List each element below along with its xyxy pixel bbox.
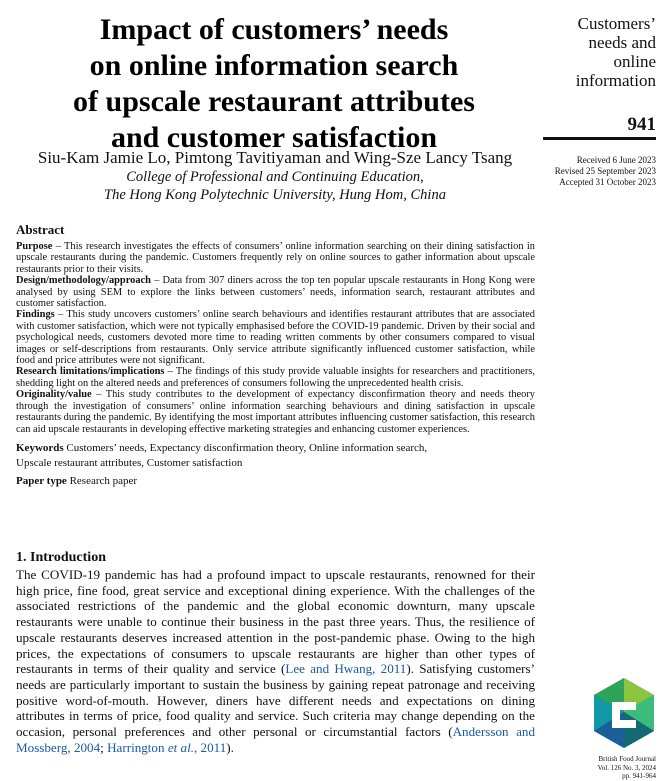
intro-text: ). (226, 739, 234, 755)
abstract-originality (16, 389, 535, 435)
paper-type (16, 474, 535, 489)
running-head-line: information (575, 71, 656, 90)
keywords-label: Keywords (16, 441, 64, 454)
running-head-line: online (613, 52, 656, 71)
running-head-line: Customers’ (577, 14, 656, 33)
title-line: Impact of customers’ needs (99, 13, 449, 46)
paper-type-label: Paper type (16, 474, 67, 487)
introduction-heading: 1. Introduction (16, 550, 106, 565)
title-line: and customer satisfaction (110, 121, 438, 154)
citation-link[interactable] (107, 740, 226, 755)
abstract-design (16, 275, 535, 309)
section-label: Design/methodology/approach (16, 275, 151, 287)
keywords (16, 441, 535, 471)
page-number: 941 (627, 114, 656, 135)
running-head-line: needs and (588, 33, 656, 52)
section-label: Purpose (16, 241, 53, 252)
section-label: Research limitations/implications (16, 366, 165, 378)
journal-footer-pages: pp. 941-964 (622, 772, 656, 780)
publisher-logo-icon (590, 676, 658, 750)
citation-link[interactable]: Lee and Hwang, 2011 (285, 661, 407, 677)
running-head (526, 14, 656, 90)
intro-text: The COVID-19 pandemic has had a profound impact to upscale restaurants, renowned for their high price, fine food, great service and exceptional dining experience. With the challenges of the associated restrictions of the pandemic and the global economic downturn, many upscale restaurants were unable to continue their business in the past three years. Thus, the resilience of upscale restaurants deserves increased attention in the post-pandemic phase. Owing to the high prices, the expectations of consumers to upscale restaurants are higher than other types of restaurants in terms of their quality and service ( (16, 567, 535, 677)
affiliation (14, 169, 536, 204)
section-text: – This research investigates the effects of consumers’ online information searching on their dining satisfaction in upscale restaurants during the pandemic. Customers frequently rely on online sources to gather information about upscale restaurants prior to their visits. (16, 241, 535, 275)
abstract-heading: Abstract (16, 222, 65, 237)
paper-type-value: Research paper (66, 474, 138, 487)
abstract-purpose (16, 241, 535, 275)
journal-footer-volume: Vol. 126 No. 3, 2024 (597, 763, 656, 772)
journal-footer (546, 755, 656, 781)
affiliation-line: The Hong Kong Polytechnic University, Hung Hom, China (104, 186, 446, 203)
title-line: of upscale restaurant attributes (73, 85, 475, 118)
citation-separator: ; (100, 739, 108, 755)
author-list: Siu-Kam Jamie Lo, Pimtong Tavitiyaman and Wing-Sze Lancy Tsang (37, 148, 513, 167)
article-title (14, 12, 534, 156)
abstract (16, 222, 535, 489)
keywords-line: Upscale restaurant attributes, Customer satisfaction (16, 456, 243, 469)
date-accepted: Accepted 31 October 2023 (559, 177, 656, 187)
article-dates (526, 155, 656, 188)
intro-text: ). Satisfying customers’ needs are particularly important to sustain the business by gaining repeat patronage and receiving positive word-of-mouth. However, diners have different needs and expectations on dining attributes in terms of price, food quality and service. Such criteria may change depending on the occasion, personal preferences and other personal or circumstantial factors ( (16, 661, 535, 740)
journal-footer-name: British Food Journal (598, 755, 656, 763)
introduction-text (16, 567, 535, 755)
date-revised: Revised 25 September 2023 (554, 166, 656, 176)
abstract-findings (16, 309, 535, 366)
citation-author: Harrington (107, 739, 168, 755)
citation-link[interactable]: Andersson and Mossberg, 2004 (16, 724, 535, 755)
keywords-line (16, 441, 535, 456)
citation-etal: et al. (167, 739, 194, 755)
section-text: – This study uncovers customers’ online search behaviours and identifies restaurant attributes that are associated with customer satisfaction, which were not typically emphasised before the COVID-19 pandemic. Driven by their social and psychological needs, customers devoted more time to reading written comments by other consumers compared to visual images or self-descriptions from restaurants. Only service attribute significantly influenced customer satisfaction, while food and price attributes were not significant. (16, 309, 535, 367)
title-line: on online information search (89, 49, 459, 82)
abstract-limitations (16, 366, 535, 389)
keywords-text: Customers’ needs, Expectancy disconfirmation theory, Online information search, (63, 441, 428, 454)
section-label: Findings (16, 309, 55, 321)
affiliation-line: College of Professional and Continuing Education, (126, 169, 424, 185)
date-received: Received 6 June 2023 (576, 155, 656, 165)
header-rule (543, 137, 656, 140)
section-label: Originality/value (16, 389, 92, 401)
section-text: – This study contributes to the development of expectancy disconfirmation theory and needs theory through the investigation of consumers’ online information searching behaviours and dining satisfaction in upscale restaurants during the pandemic. By identifying the most important attributes influencing customer satisfaction, this research can aid upscale restaurants in developing effective marketing strategies and enhancing customer experiences. (16, 389, 535, 435)
section-text: – The findings of this study provide valuable insights for researchers and practitioners, shedding light on the altered needs and preferences of consumers following the unprecedented health crisis. (16, 366, 535, 389)
section-text: – Data from 307 diners across the top ten popular upscale restaurants in Hong Kong were analysed by using SEM to explore the links between customers’ needs, information search, restaurant attributes and customer satisfaction. (16, 275, 535, 310)
citation-year: , 2011 (194, 739, 227, 755)
